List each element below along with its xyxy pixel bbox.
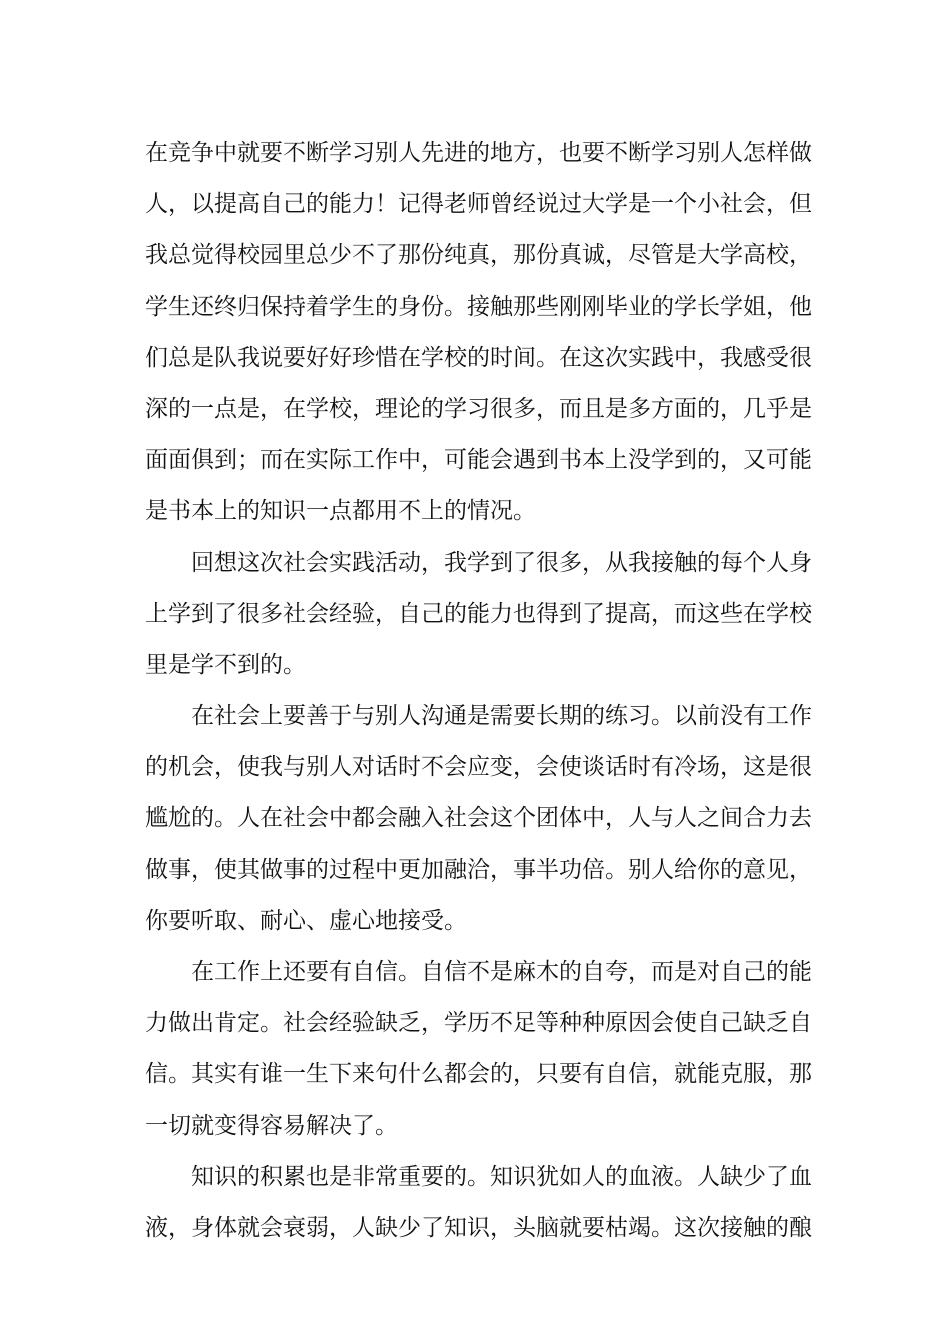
text-line: 们总是队我说要好好珍惜在学校的时间。在这次实践中，我感受很 [145, 344, 812, 371]
text-line: 回想这次社会实践活动，我学到了很多，从我接触的每个人身 [191, 549, 812, 576]
text-line: 在社会上要善于与别人沟通是需要长期的练习。以前没有工作 [191, 703, 812, 730]
text-line: 深的一点是，在学校，理论的学习很多，而且是多方面的，几乎是 [145, 395, 812, 422]
text-line: 学生还终归保持着学生的身份。接触那些刚刚毕业的学长学姐，他 [145, 293, 812, 320]
text-line: 一切就变得容易解决了。 [145, 1112, 398, 1139]
text-line: 你要听取、耐心、虚心地接受。 [145, 907, 467, 934]
text-line: 知识的积累也是非常重要的。知识犹如人的血液。人缺少了血 [191, 1163, 812, 1190]
paragraph [145, 538, 810, 692]
text-line: 在工作上还要有自信。自信不是麻木的自夸，而是对自己的能 [191, 959, 812, 985]
text-line: 人，以提高自己的能力！记得老师曾经说过大学是一个小社会，但 [145, 191, 812, 218]
text-line: 我总觉得校园里总少不了那份纯真，那份真诚，尽管是大学高校， [145, 242, 812, 269]
paragraph [145, 947, 810, 1152]
text-line: 里是学不到的。 [145, 651, 306, 678]
document-body [145, 128, 810, 1254]
text-line: 做事，使其做事的过程中更加融洽，事半功倍。别人给你的意见， [145, 856, 812, 883]
text-line: 信。其实有谁一生下来句什么都会的，只要有自信，就能克服，那 [145, 1061, 812, 1088]
paragraph [145, 1152, 810, 1254]
text-line: 尴尬的。人在社会中都会融入社会这个团体中，人与人之间合力去 [145, 805, 812, 832]
text-line: 面面俱到；而在实际工作中，可能会遇到书本上没学到的，又可能 [145, 447, 812, 474]
paragraph [145, 128, 810, 538]
text-line: 是书本上的知识一点都用不上的情况。 [145, 498, 536, 525]
text-line: 的机会，使我与别人对话时不会应变，会使谈话时有冷场，这是很 [145, 754, 812, 781]
text-line: 液，身体就会衰弱，人缺少了知识，头脑就要枯竭。这次接触的酿 [145, 1214, 812, 1241]
text-line: 力做出肯定。社会经验缺乏，学历不足等种种原因会使自己缺乏自 [145, 1010, 812, 1037]
text-line: 在竞争中就要不断学习别人先进的地方，也要不断学习别人怎样做 [145, 140, 812, 166]
text-line: 上学到了很多社会经验，自己的能力也得到了提高，而这些在学校 [145, 600, 812, 627]
paragraph [145, 691, 810, 947]
